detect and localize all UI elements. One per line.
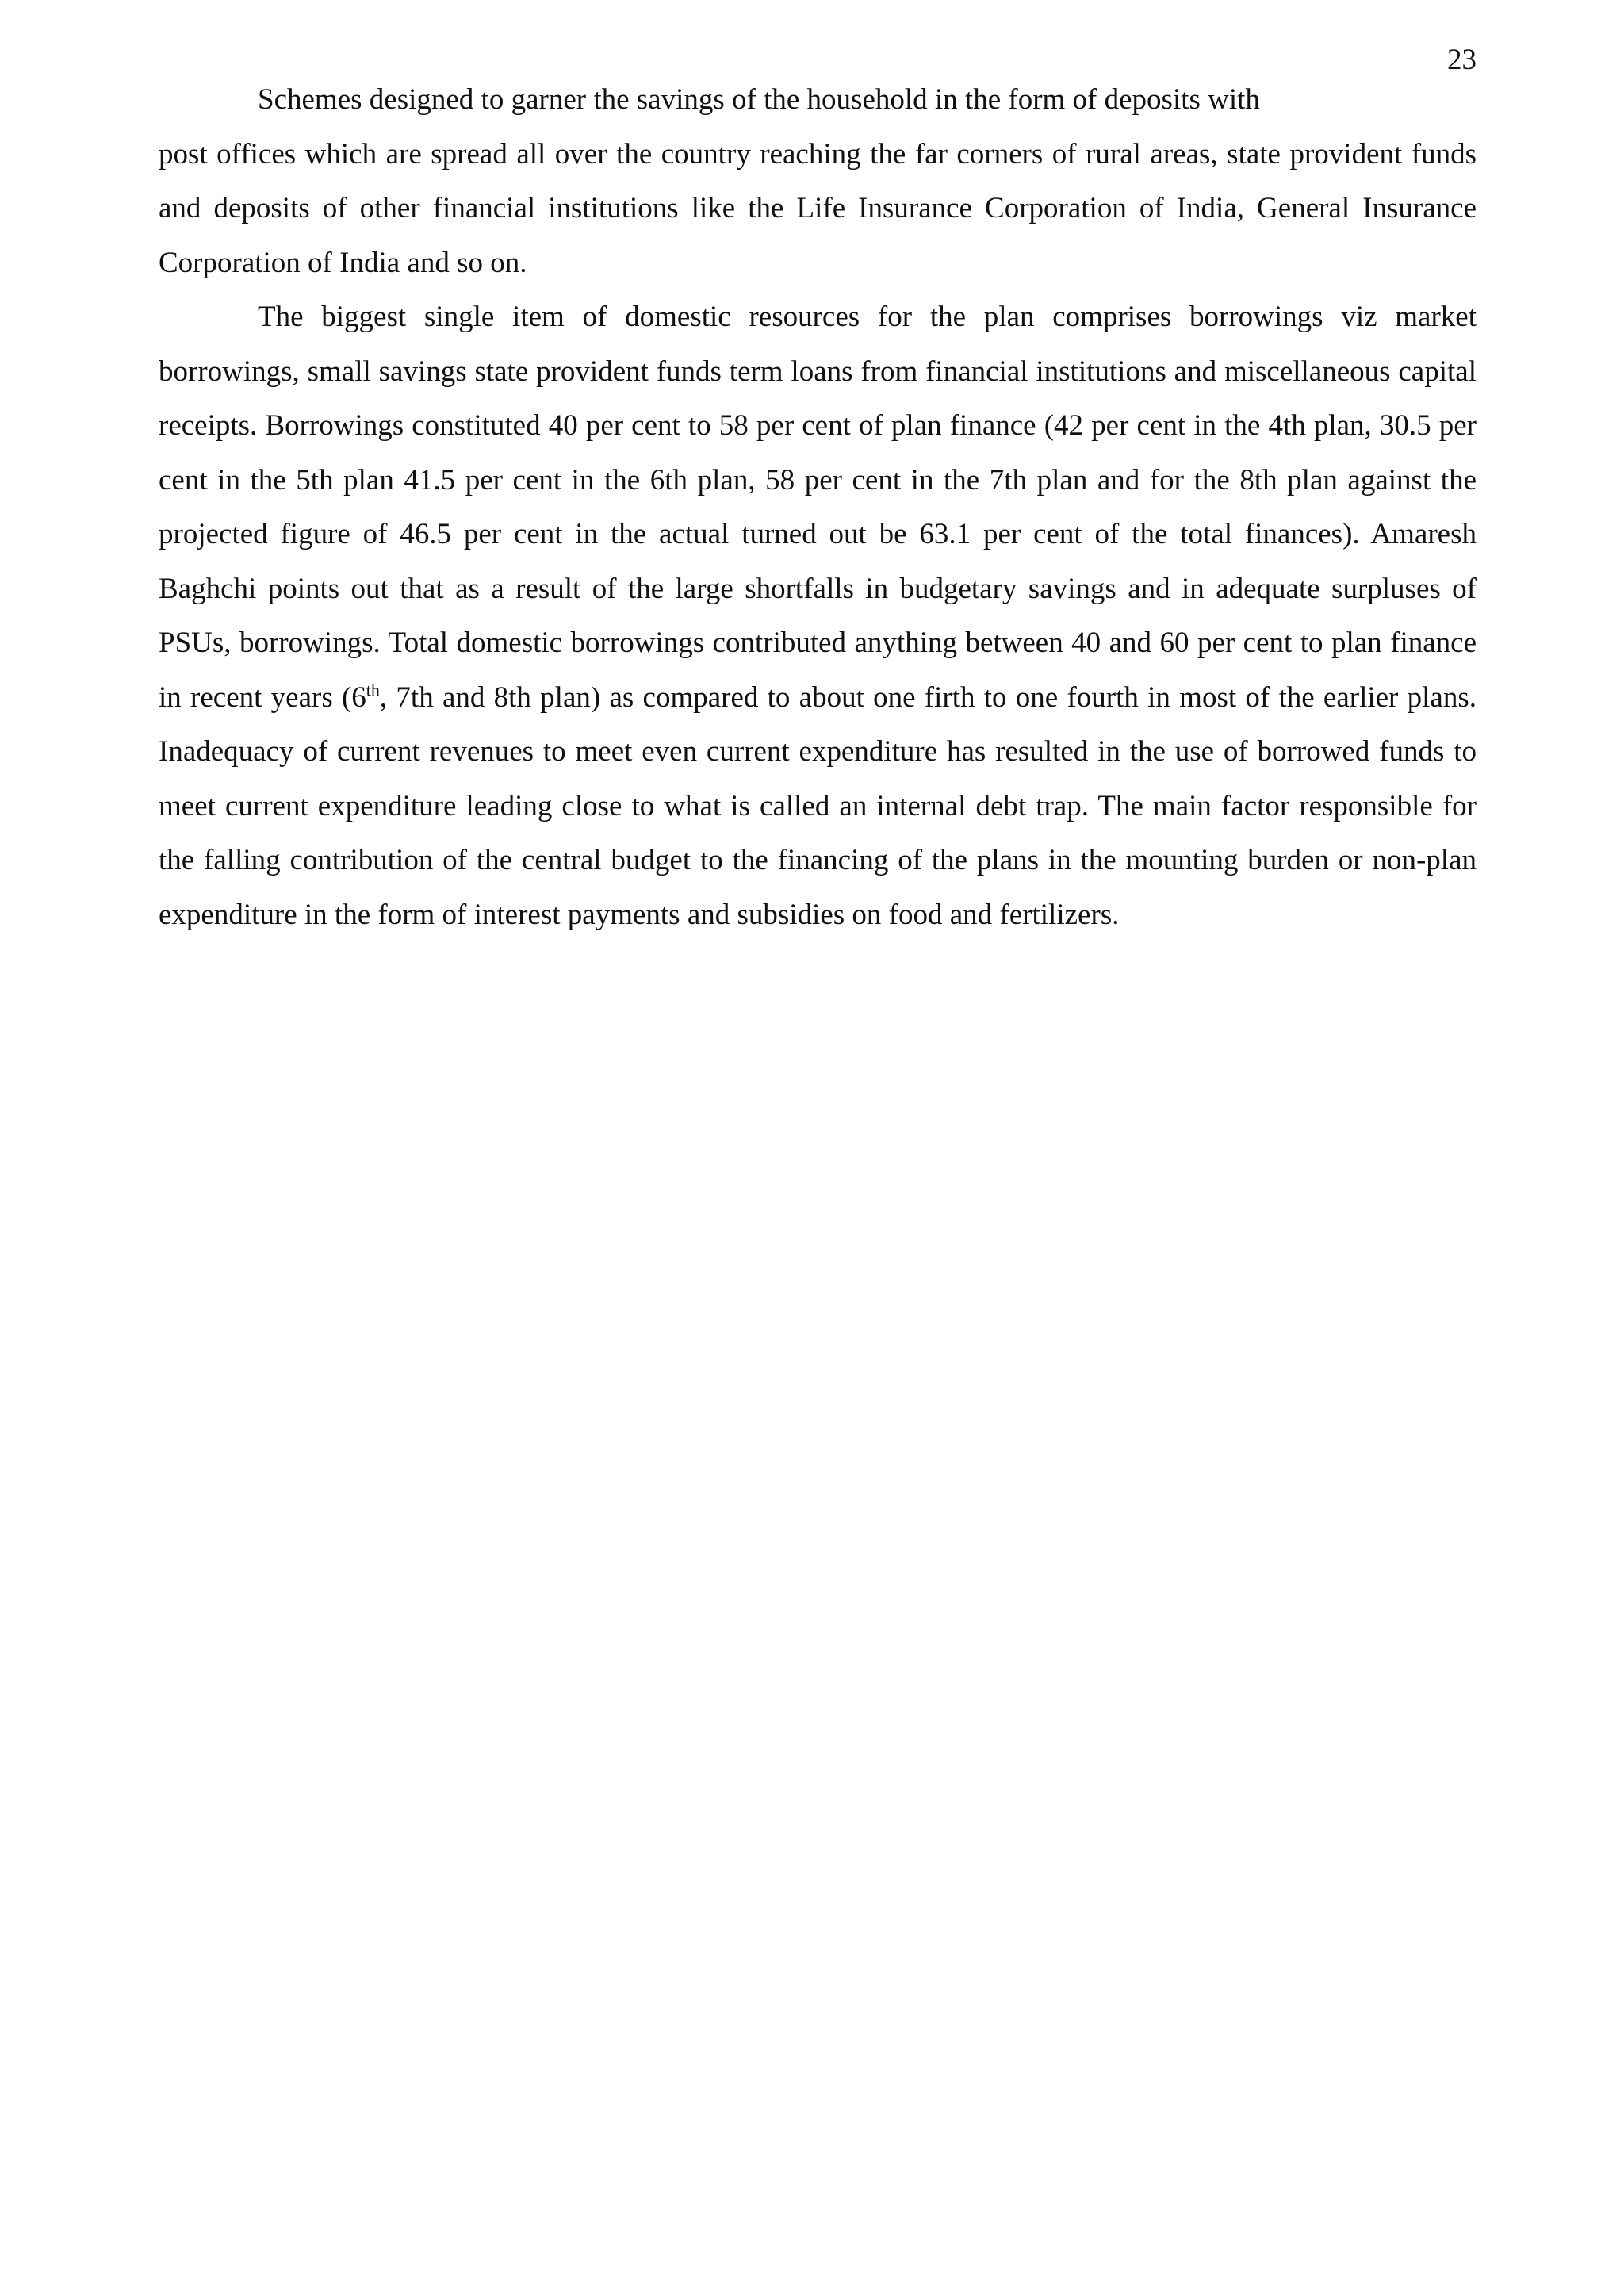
paragraph-1-text: post offices which are spread all over the country reaching the far corners of rural areas, state provident funds and deposits of other financial institutions like the Life Insurance Corporation of India, General Insurance Corporation of India and so on.	[159, 137, 1477, 279]
paragraph-2-superscript: th	[366, 680, 380, 700]
paragraph-1	[159, 73, 1477, 290]
paragraph-2	[159, 290, 1477, 942]
paragraph-2-text-part2: , 7th and 8th plan) as compared to about one firth to one fourth in most of the earlier plans. Inadequacy of current revenues to meet even current expenditure has resulted in the use of borrowed funds to meet current expenditure leading close to what is called an internal debt trap. The main factor responsible for the falling contribution of the central budget to the financing of the plans in the mounting burden or non-plan expenditure in the form of interest payments and subsidies on food and fertilizers.	[159, 680, 1477, 931]
document-body	[159, 73, 1477, 942]
page-number: 23	[1447, 44, 1477, 76]
paragraph-1-first-line: Schemes designed to garner the savings of the household in the form of deposits with	[258, 83, 1260, 116]
paragraph-2-text-part1: The biggest single item of domestic resources for the plan comprises borrowings viz market borrowings, small savings state provident funds term loans from financial institutions and miscellaneous capital receipts. Borrowings constituted 40 per cent to 58 per cent of plan finance (42 per cent in the 4th plan, 30.5 per cent in the 5th plan 41.5 per cent in the 6th plan, 58 per cent in the 7th plan and for the 8th plan against the projected figure of 46.5 per cent in the actual turned out be 63.1 per cent of the total finances). Amaresh Baghchi points out that as a result of the large shortfalls in budgetary savings and in adequate surpluses of PSUs, borrowings. Total domestic borrowings contributed anything between 40 and 60 per cent to plan finance in recent years (6	[159, 301, 1477, 714]
